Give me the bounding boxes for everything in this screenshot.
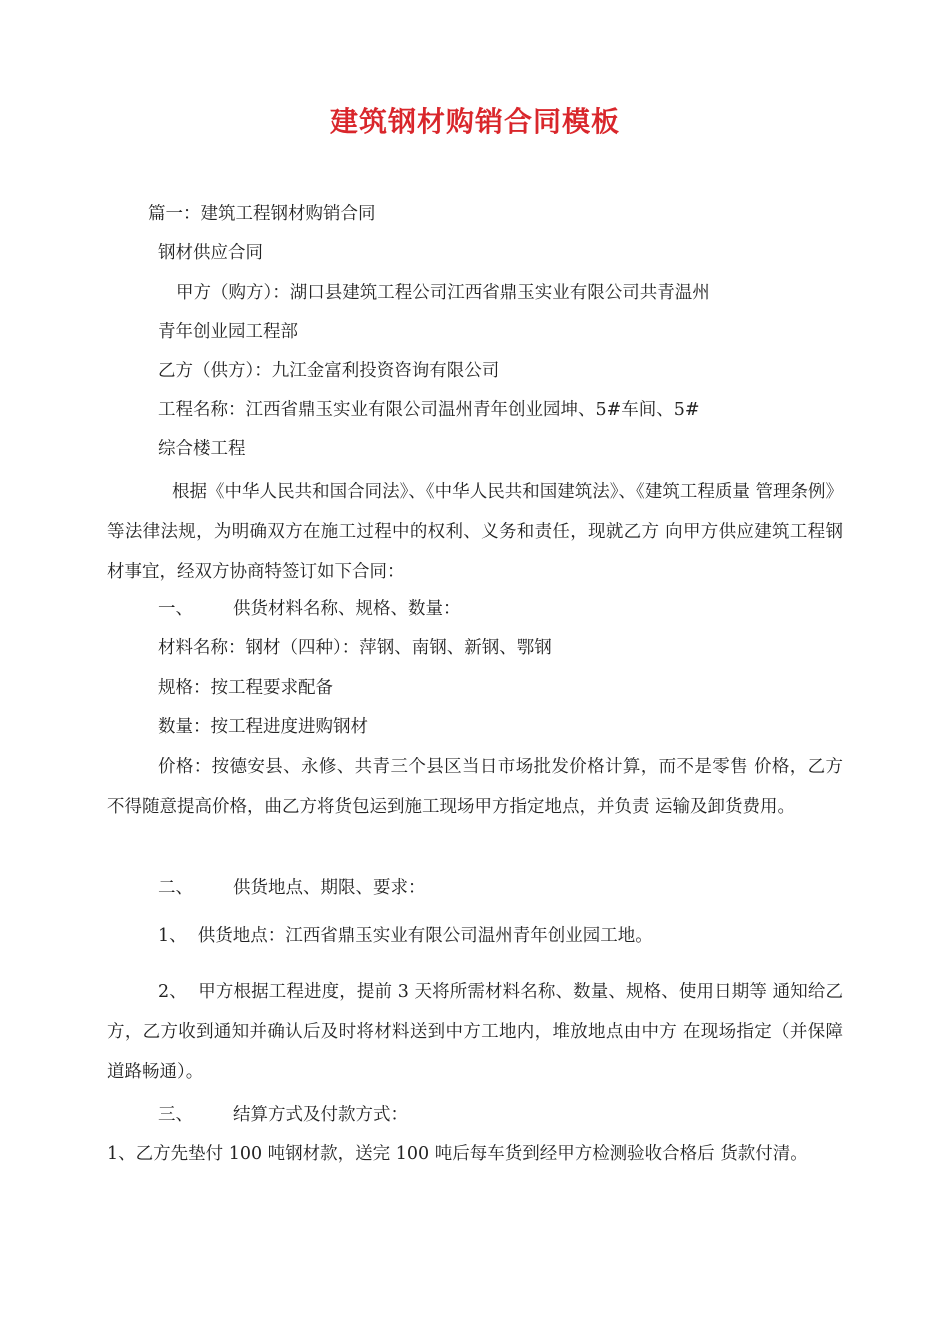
intro-paragraph: 根据《中华人民共和国合同法》、《中华人民共和国建筑法》、《建筑工程质量 管理条例》等法律法规，为明确双方在施工过程中的权利、义务和责任，现就乙方 向甲方供应建筑工程钢材事宜，经双方协商特签订如下合同： (107, 482, 843, 582)
section-1-title: 供货材料名称、规格、数量： (233, 599, 461, 619)
section-2-number: 二、 (158, 878, 193, 898)
section-2-heading (158, 876, 426, 900)
section-2-item-1 (158, 924, 653, 948)
document-title: 建筑钢材购销合同模板 (329, 105, 620, 138)
section-3-item-1: 1、乙方先垫付 100 吨钢材款，送完 100 吨后每车货到经甲方检测验收合格后 货款付清。 (107, 1144, 808, 1164)
section-3-heading (158, 1103, 408, 1127)
section-2-item-1-text: 供货地点：江西省鼎玉实业有限公司温州青年创业园工地。 (197, 926, 653, 946)
project-name-line-2: 综合楼工程 (158, 439, 246, 459)
project-name-line-1: 工程名称：江西省鼎玉实业有限公司温州青年创业园坤、5#车间、5# (158, 400, 700, 420)
section-3-title: 结算方式及付款方式： (233, 1105, 408, 1125)
section-2-title: 供货地点、期限、要求： (233, 878, 426, 898)
section-1-heading (158, 597, 461, 621)
material-line: 材料名称：钢材（四种）：萍钢、南钢、新钢、鄂钢 (158, 638, 552, 658)
price-paragraph: 价格：按德安县、永修、共青三个县区当日市场批发价格计算，而不是零售 价格，乙方不得随意提高价格，曲乙方将货包运到施工现场甲方指定地点，并负责 运输及卸货费用。 (107, 757, 843, 817)
party-a-line-2: 青年创业园工程部 (158, 322, 298, 342)
spec-line: 规格：按工程要求配备 (158, 678, 333, 698)
section-2-item-2 (107, 972, 843, 1092)
section-1-number: 一、 (158, 599, 193, 619)
party-b-line: 乙方（供方）：九江金富利投资咨询有限公司 (158, 361, 500, 381)
party-a-line-1: 甲方（购方）：湖口县建筑工程公司江西省鼎玉实业有限公司共青温州 (176, 283, 710, 303)
quantity-line: 数量：按工程进度进购钢材 (158, 717, 368, 737)
section-2-item-2-text: 甲方根据工程进度，提前 3 天将所需材料名称、数量、规格、使用日期等 通知给乙方，乙方收到通知并确认后及时将材料送到中方工地内，堆放地点由中方 在现场指定（并保障道路畅通）。 (107, 982, 843, 1082)
section-2-item-1-number: 1、 (158, 926, 187, 946)
chapter-heading: 篇一：建筑工程钢材购销合同 (148, 204, 376, 224)
section-2-item-2-number: 2、 (158, 982, 187, 1002)
contract-subtitle: 钢材供应合同 (158, 243, 263, 263)
section-3-number: 三、 (158, 1105, 193, 1125)
